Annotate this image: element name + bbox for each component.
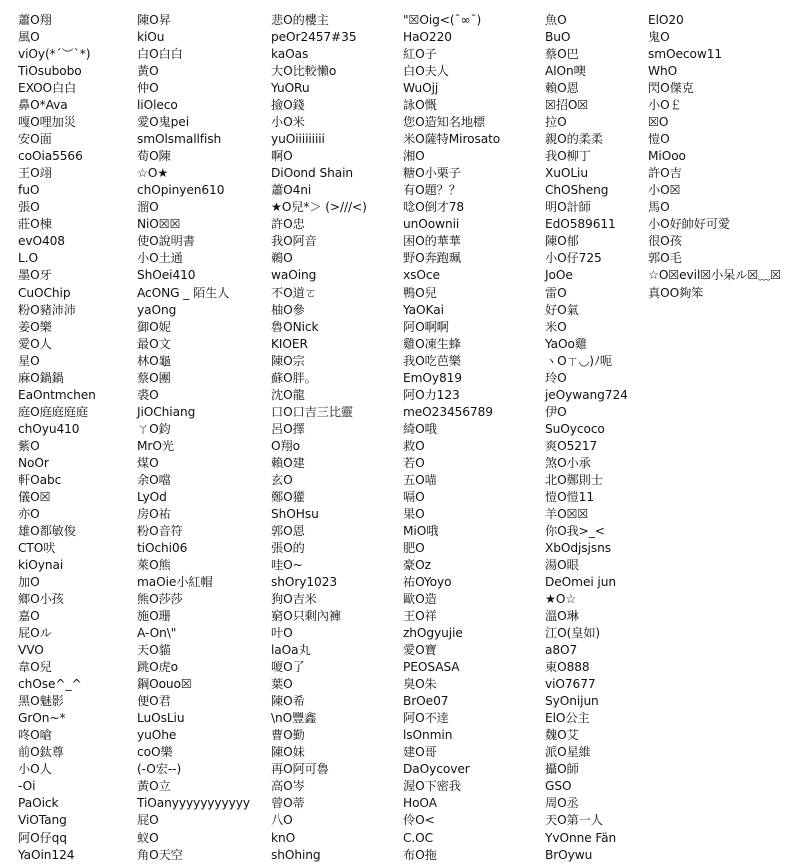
nickname-entry: shOry1023: [271, 575, 338, 590]
nickname-entry: 麻O鍋鍋: [18, 370, 64, 385]
nickname-entry: 陳O昇: [137, 13, 171, 27]
nickname-entry: GrOn~*: [18, 711, 66, 726]
nickname-entry: 爽O5217: [545, 438, 598, 453]
nickname-entry: 雄O都敏俊: [18, 523, 76, 538]
nickname-entry: ヽOㄒ◡)ﾉ呃: [545, 353, 612, 368]
nickname-entry: 綺O哦: [403, 421, 437, 436]
nickname-entry: 許O忠: [271, 217, 305, 232]
nickname-entry: 撿O錢: [271, 98, 305, 113]
nickname-entry: 東O888: [545, 660, 590, 675]
nickname-entry: 黃O立: [137, 779, 171, 794]
nickname-entry: EaOntmchen: [18, 387, 96, 402]
nickname-entry: O翔o: [271, 438, 300, 453]
nickname-entry: KIOER: [271, 336, 308, 351]
nickname-entry: 屁O: [137, 813, 159, 828]
nickname-entry: 加O: [18, 575, 40, 590]
nickname-entry: 若O: [403, 455, 425, 470]
nickname-entry: unOownii: [403, 217, 460, 232]
nickname-entry: 雷O: [545, 285, 567, 300]
nickname-entry: 賴O建: [271, 455, 305, 470]
nickname-entry: 悲O的樓主: [271, 13, 329, 27]
nickname-entry: 羊O☒☒: [545, 506, 589, 521]
nickname-entry: ㄚO鈞: [137, 421, 171, 436]
nickname-entry: 陳O希: [271, 694, 305, 709]
nickname-entry: 嘎O哩加災: [18, 115, 76, 130]
nickname-entry: 蘇O胖。: [271, 370, 317, 385]
nickname-entry: knO: [271, 830, 296, 845]
nickname-entry: 蔡O巴: [545, 47, 579, 62]
nickname-entry: evO408: [18, 234, 65, 249]
nickname-entry: CTO吠: [18, 540, 56, 555]
nickname-entry: PEOSASA: [403, 660, 460, 675]
nickname-entry: 鋼Oouo☒: [137, 677, 192, 692]
nickname-entry: 口O口吉三比靈: [271, 404, 354, 419]
nickname-entry: 姜O樂: [18, 319, 52, 334]
nickname-entry: 溜O: [137, 200, 159, 215]
nickname-entry: 江O(皇如): [545, 626, 601, 641]
nickname-entry: 鬼O: [648, 30, 670, 45]
nickname-entry: 施O珊: [137, 609, 171, 624]
nickname-entry: laOa丸: [271, 643, 311, 658]
nickname-entry: 庭O庭庭庭庭: [18, 404, 88, 419]
nickname-entry: 屁Oル: [18, 626, 52, 641]
nickname-entry: 仲O: [137, 81, 159, 96]
nickname-entry: 白O白白: [137, 47, 183, 62]
nickname-entry: DeOmei jun: [545, 575, 616, 590]
nickname-entry: ☒O: [648, 115, 669, 130]
nickname-entry: 親O的柔柔: [545, 132, 603, 147]
nickname-entry: 墨O牙: [18, 268, 52, 283]
nickname-entry: jeOywang724: [545, 387, 628, 402]
nickname-entry: 啊O: [271, 149, 293, 164]
nickname-entry: 湯O眼: [545, 558, 579, 572]
nickname-entry: YaOo雞: [545, 336, 587, 351]
nickname-entry: 亦O: [18, 506, 40, 521]
nickname-entry: 韋O兒: [18, 660, 52, 675]
nickname-entry: WhO: [648, 64, 678, 79]
nickname-entry: 很O孩: [648, 234, 682, 249]
nickname-entry: 蔡O團: [137, 370, 171, 385]
nickname-entry: 歐O造: [403, 592, 437, 607]
nickname-entry: smOecow11: [648, 47, 723, 62]
nickname-entry: 曹O勤: [271, 728, 305, 743]
nickname-entry: 使O說明書: [137, 234, 195, 249]
nickname-entry: 我O吃芭樂: [403, 353, 461, 368]
nickname-entry: 湘O: [403, 149, 425, 164]
nickname-entry: chOpinyen610: [137, 183, 225, 198]
nickname-entry: 您O造知名地標: [403, 115, 486, 130]
nickname-entry: ☆O★: [137, 166, 169, 181]
nickname-entry: ElO20: [648, 13, 684, 27]
nickname-entry: VVO: [18, 643, 44, 658]
nickname-entry: viO7677: [545, 677, 596, 692]
nickname-entry: 荀O陳: [137, 149, 171, 164]
nickname-entry: viOy(*´︶`*): [18, 47, 91, 62]
nickname-entry: zhOgyujie: [403, 626, 463, 641]
nickname-entry: BrOe07: [403, 694, 449, 709]
nickname-entry: 野O奔跑珮: [403, 251, 461, 266]
nickname-entry: XuOLiu: [545, 166, 588, 181]
nickname-entry: EXOO白白: [18, 81, 77, 96]
nickname-entry: 哇O~: [271, 558, 303, 572]
nickname-entry: NiO☒☒: [137, 217, 181, 232]
nickname-entry: coO樂: [137, 745, 173, 760]
nickname-entry: 不O道ㄛ: [271, 285, 317, 300]
nickname-entry: 粉O豬沛沛: [18, 302, 76, 317]
nickname-entry: 五O喵: [403, 472, 437, 487]
nickname-entry: 窮O只剩內褲: [271, 609, 341, 624]
nickname-entry: 果O: [403, 506, 425, 521]
nickname-entry: JiOChiang: [137, 404, 196, 419]
nickname-entry: 愛O鬼pei: [137, 115, 189, 130]
nickname-entry: 我O阿音: [271, 234, 317, 249]
nickname-entry: 小O好帥好可愛: [648, 217, 731, 232]
nickname-entry: 陳O郁: [545, 234, 579, 249]
nickname-entry: 愛O寶: [403, 643, 437, 658]
nickname-entry: 阿O仔qq: [18, 830, 67, 845]
nickname-entry: 祐OYoyo: [403, 575, 452, 590]
nickname-entry: NoOr: [18, 455, 49, 470]
nickname-entry: \nO豐鑫: [271, 711, 317, 726]
nickname-entry: 熊O莎莎: [137, 592, 183, 607]
nickname-entry: 米O薩特Mirosato: [403, 132, 501, 147]
nickname-entry: EmOy819: [403, 370, 462, 385]
nickname-entry: 黑O魅影: [18, 694, 64, 709]
nickname-entry: 天O第一人: [545, 813, 603, 828]
nickname-entry: 小O土通: [137, 251, 183, 266]
nickname-entry: 有O題？？: [403, 183, 461, 198]
nickname-entry: WuOjj: [403, 81, 439, 96]
nickname-entry: maOie小紅帽: [137, 575, 213, 590]
nickname-entry: ★O☆: [545, 592, 577, 607]
nickname-entry: 小O米: [271, 115, 305, 130]
nickname-entry: 布O拖: [403, 847, 437, 862]
nickname-entry: 蕭O翔: [18, 13, 52, 27]
nickname-entry: YaOKai: [403, 302, 444, 317]
nickname-entry: 葉O: [271, 677, 293, 692]
nickname-entry: 郭O毛: [648, 251, 682, 266]
nickname-entry: 萊O熊: [137, 558, 171, 572]
nickname-entry: AcONG _ 陌生人: [137, 285, 230, 300]
nickname-entry: BuO: [545, 30, 571, 45]
nickname-entry: 狗O吉米: [271, 592, 317, 607]
nickname-entry: L.O: [18, 251, 38, 266]
nickname-entry: 小O￡: [648, 98, 682, 113]
nickname-entry: 許O吉: [648, 166, 682, 181]
nickname-entry: 便O君: [137, 694, 171, 709]
nickname-entry: 阿O啊啊: [403, 319, 449, 334]
nickname-entry: 臭O朱: [403, 677, 437, 692]
nickname-entry: EdO589611: [545, 217, 616, 232]
nickname-entry: 大O比較懶o: [271, 64, 337, 79]
nickname-entry: yuOiiiiiiiii: [271, 132, 325, 147]
nickname-entry: 你O我>_<: [545, 523, 605, 538]
nickname-entry: 鄉O小孩: [18, 592, 64, 607]
nickname-entry: 蕭O4ni: [271, 183, 312, 198]
nickname-column-4: [403, 12, 500, 864]
nickname-entry: fuO: [18, 183, 40, 198]
nickname-entry: HoOA: [403, 796, 437, 811]
nickname-entry: 周O丞: [545, 796, 579, 811]
nickname-entry: 鼻O*Ava: [18, 98, 68, 113]
nickname-entry: 呂O擇: [271, 421, 305, 436]
nickname-entry: 救O: [403, 438, 425, 453]
nickname-entry: lsOnmin: [403, 728, 453, 743]
nickname-entry: 林O龜: [137, 353, 171, 368]
nickname-entry: 賴O恩: [545, 81, 579, 96]
nickname-entry: 風O: [18, 30, 40, 45]
nickname-entry: 陳O妹: [271, 745, 305, 760]
nickname-entry: "☒Oig<(¯∞¯): [403, 13, 482, 27]
nickname-entry: ChOSheng: [545, 183, 609, 198]
nickname-column-6: [648, 12, 781, 302]
nickname-entry: TiOanyyyyyyyyyyy: [137, 796, 250, 811]
nickname-entry: 小O仔725: [545, 251, 602, 266]
nickname-entry: 天O貓: [137, 643, 171, 658]
nickname-entry: 玄O: [271, 472, 293, 487]
nickname-entry: 御O妮: [137, 319, 171, 334]
nickname-entry: YvOnne Fän: [545, 830, 617, 845]
nickname-entry: 前O鈦尊: [18, 745, 64, 760]
nickname-entry: 莊O棟: [18, 217, 52, 232]
nickname-entry: 米O: [545, 319, 567, 334]
nickname-entry: MrO光: [137, 438, 174, 453]
nickname-entry: 唸O倒才78: [403, 200, 465, 215]
nickname-column-5: [545, 12, 628, 864]
nickname-entry: DiOond Shain: [271, 166, 353, 181]
nickname-entry: 伶O<: [403, 813, 435, 828]
nickname-entry: waOing: [271, 268, 317, 283]
nickname-entry: 高O岑: [271, 779, 305, 794]
nickname-entry: 陳O宗: [271, 353, 305, 368]
nickname-entry: PaOick: [18, 796, 59, 811]
nickname-entry: 攝O師: [545, 762, 579, 777]
nickname-entry: 玲O: [545, 370, 567, 385]
nickname-entry: 明O計師: [545, 200, 591, 215]
nickname-entry: 拉O: [545, 115, 567, 130]
nickname-entry: DaOycover: [403, 762, 470, 777]
nickname-entry: SyOnijun: [545, 694, 599, 709]
nickname-entry: 嗄O了: [271, 660, 305, 675]
nickname-entry: MiO哦: [403, 523, 439, 538]
nickname-entry: ★O兒*＞ (>///<): [271, 200, 367, 215]
nickname-entry: 叶O: [271, 626, 293, 641]
nickname-entry: 愷O: [648, 132, 670, 147]
nickname-entry: 小O☒: [648, 183, 681, 198]
nickname-entry: smOlsmallfish: [137, 132, 222, 147]
nickname-entry: 房O祐: [137, 506, 171, 521]
nickname-entry: coOia5566: [18, 149, 83, 164]
nickname-entry: ☒招O☒: [545, 98, 589, 113]
nickname-entry: 咚O嗆: [18, 728, 52, 743]
nickname-entry: 紅O子: [403, 47, 437, 62]
nickname-entry: chOyu410: [18, 421, 80, 436]
nickname-entry: 渥O下密我: [403, 779, 461, 794]
nickname-entry: 糖O小栗子: [403, 166, 461, 181]
nickname-column-3: [271, 12, 367, 864]
nickname-entry: 小O人: [18, 762, 52, 777]
nickname-entry: 煤O: [137, 455, 159, 470]
nickname-entry: YaOin124: [18, 847, 75, 862]
nickname-entry: 沈O龍: [271, 387, 305, 402]
nickname-entry: BrOywu: [545, 847, 593, 862]
nickname-entry: 王O翊: [18, 166, 52, 181]
nickname-entry: 張O: [18, 200, 40, 215]
nickname-entry: 詠O慨: [403, 98, 437, 113]
nickname-entry: 真OO夠笨: [648, 285, 704, 300]
nickname-entry: 鵜O: [271, 251, 293, 266]
nickname-entry: 阿O不逹: [403, 711, 449, 726]
nickname-entry: LuOsLiu: [137, 711, 185, 726]
nickname-entry: 角O天空: [137, 847, 183, 862]
nickname-entry: tiOchi06: [137, 540, 188, 555]
nickname-entry: 煞O小承: [545, 455, 591, 470]
nickname-entry: kiOu: [137, 30, 165, 45]
nickname-entry: 溫O琳: [545, 609, 579, 624]
nickname-entry: 蚁O: [137, 830, 159, 845]
nickname-entry: 再O阿可魯: [271, 762, 329, 777]
nickname-entry: 郭O恩: [271, 523, 305, 538]
nickname-entry: shOhing: [271, 847, 321, 862]
nickname-entry: 魯ONick: [271, 319, 319, 334]
nickname-entry: YuORu: [271, 81, 310, 96]
nickname-entry: 曾O蒂: [271, 796, 305, 811]
nickname-entry: ☆O☒evil☒小呆ル☒﹏☒: [648, 268, 782, 283]
nickname-entry: 肥O: [403, 540, 425, 555]
nickname-column-2: [137, 12, 250, 864]
nickname-entry: AlOn噢: [545, 64, 586, 79]
nickname-entry: 魚O: [545, 13, 567, 27]
nickname-entry: 建O哥: [403, 745, 437, 760]
nickname-entry: -Oi: [18, 779, 36, 794]
nickname-entry: 八O: [271, 813, 293, 828]
nickname-entry: HaO220: [403, 30, 452, 45]
nickname-entry: 紫O: [18, 438, 40, 453]
nickname-entry: 儀O☒: [18, 489, 51, 504]
nickname-entry: GSO: [545, 779, 572, 794]
nickname-entry: XbOdjsjsns: [545, 540, 611, 555]
nickname-entry: kiOynai: [18, 558, 64, 572]
nickname-entry: meO23456789: [403, 404, 493, 419]
nickname-entry: xsOce: [403, 268, 440, 283]
nickname-entry: 星O: [18, 353, 40, 368]
nickname-entry: 跳O虎o: [137, 660, 179, 675]
nickname-entry: 黃O: [137, 64, 159, 79]
nickname-entry: 魏O艾: [545, 728, 579, 743]
nickname-entry: 余O噹: [137, 472, 171, 487]
nickname-entry: liOleco: [137, 98, 178, 113]
nickname-entry: 我O柳丁: [545, 149, 591, 164]
nickname-entry: 嗝O: [403, 489, 425, 504]
nickname-entry: peOr2457#35: [271, 30, 357, 45]
nickname-entry: 裘O: [137, 387, 159, 402]
nickname-entry: a8O7: [545, 643, 578, 658]
nickname-entry: A-On\": [137, 626, 177, 641]
nickname-entry: 派O星維: [545, 745, 591, 760]
nickname-entry: ViOTang: [18, 813, 67, 828]
nickname-entry: 北O鄭則士: [545, 472, 603, 487]
nickname-entry: (-O宏--): [137, 762, 182, 777]
nickname-entry: 軒Oabc: [18, 472, 62, 487]
nickname-entry: TiOsubobo: [18, 64, 82, 79]
nickname-entry: C.OC: [403, 830, 434, 845]
nickname-entry: 嘉O: [18, 609, 40, 624]
nickname-entry: SuOycoco: [545, 421, 605, 436]
nickname-entry: 愷O愷11: [545, 489, 594, 504]
nickname-column-1: [18, 12, 96, 864]
nickname-entry: 馬O: [648, 200, 670, 215]
nickname-entry: ShOei410: [137, 268, 196, 283]
nickname-entry: 鄭O獾: [271, 489, 305, 504]
nickname-entry: yaOng: [137, 302, 177, 317]
nickname-entry: 阿O力123: [403, 387, 460, 402]
nickname-entry: 白O夫人: [403, 64, 449, 79]
nickname-entry: 柚O參: [271, 302, 305, 317]
nickname-entry: JoOe: [545, 268, 573, 283]
nickname-entry: chOse^_^: [18, 677, 82, 692]
nickname-entry: ShOHsu: [271, 506, 319, 521]
nickname-entry: MiOoo: [648, 149, 686, 164]
nickname-entry: 閃O傑克: [648, 81, 694, 96]
nickname-entry: yuOhe: [137, 728, 177, 743]
nickname-entry: 王O祥: [403, 609, 437, 624]
nickname-entry: 豪Oz: [403, 558, 431, 572]
nickname-entry: 伊O: [545, 404, 567, 419]
nickname-entry: ElO公主: [545, 711, 590, 726]
nickname-entry: kaOas: [271, 47, 309, 62]
nickname-entry: 困O的華華: [403, 234, 461, 249]
nickname-entry: 粉O音符: [137, 523, 183, 538]
nickname-entry: 安O面: [18, 132, 52, 147]
nickname-entry: 愛O人: [18, 336, 52, 351]
nickname-entry: LyOd: [137, 489, 167, 504]
nickname-entry: 張O的: [271, 540, 305, 555]
nickname-entry: 鴨O兒: [403, 285, 437, 300]
nickname-entry: 雞O凍生蜂: [403, 336, 461, 351]
nickname-entry: 最O文: [137, 336, 171, 351]
nickname-entry: CuOChip: [18, 285, 71, 300]
nickname-entry: 好O氣: [545, 302, 579, 317]
